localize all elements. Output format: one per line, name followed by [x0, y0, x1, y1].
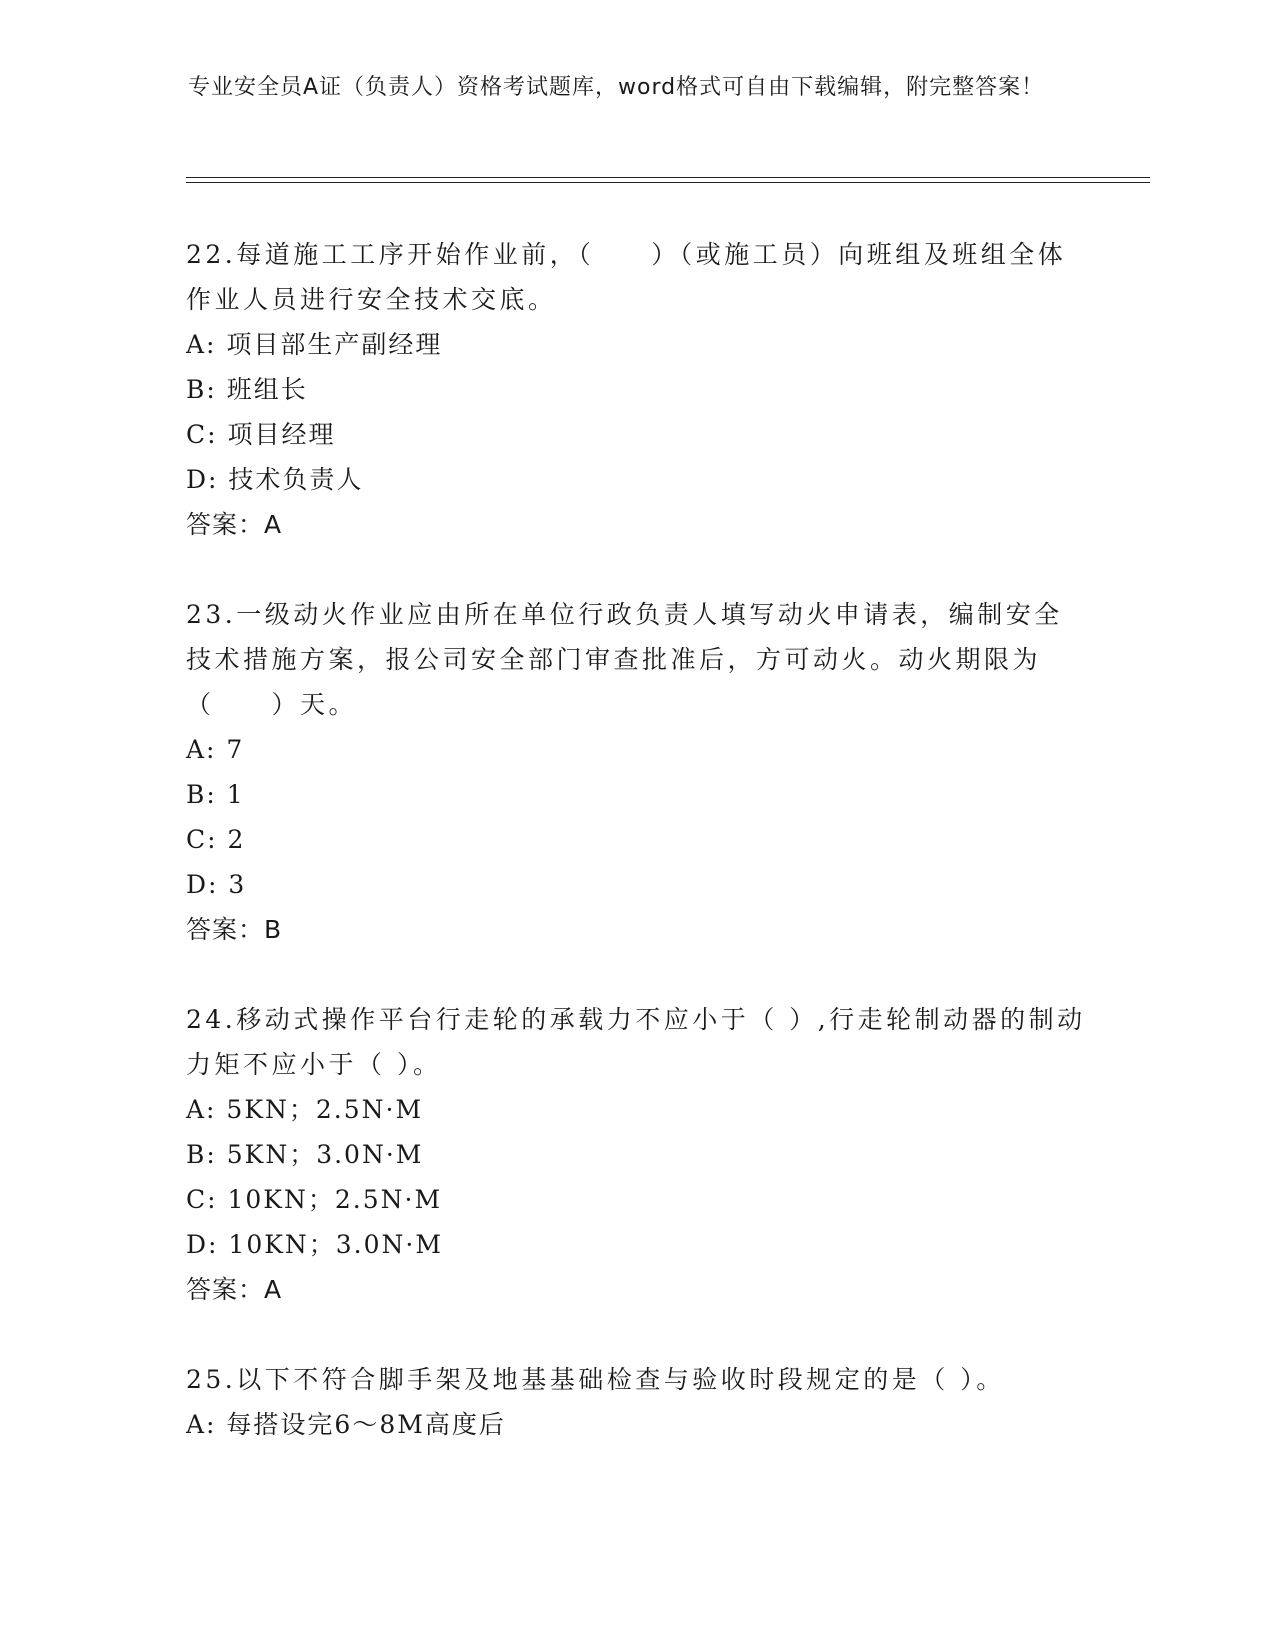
question-23: [186, 592, 1086, 953]
header-divider-bottom: [186, 182, 1150, 183]
answer-line: 答案：A: [186, 510, 283, 539]
option-d: D: 技术负责人: [186, 465, 364, 494]
option-d: D: 3: [186, 870, 247, 899]
question-stem: 25.以下不符合脚手架及地基基础检查与验收时段规定的是（ ）。: [186, 1365, 1005, 1394]
option-a: A: 5KN；2.5N·M: [186, 1095, 424, 1124]
option-b: B: 班组长: [186, 375, 308, 404]
option-a: A: 7: [186, 735, 245, 764]
option-c: C: 10KN；2.5N·M: [186, 1185, 443, 1214]
question-24: [186, 997, 1086, 1313]
option-c: C: 项目经理: [186, 420, 336, 449]
question-stem: 22.每道施工工序开始作业前，（ ）（或施工员）向班组及班组全体作业人员进行安全技术交底。: [186, 240, 1067, 314]
option-a: A: 项目部生产副经理: [186, 330, 443, 359]
option-c: C: 2: [186, 825, 246, 854]
question-25: [186, 1357, 1086, 1447]
question-22: [186, 232, 1086, 548]
question-list: [186, 232, 1086, 1491]
option-b: B: 1: [186, 780, 245, 809]
question-stem: 23.一级动火作业应由所在单位行政负责人填写动火申请表，编制安全技术措施方案，报公司安全部门审查批准后，方可动火。动火期限为（ ）天。: [186, 600, 1063, 719]
document-header: 专业安全员A证（负责人）资格考试题库，word格式可自由下载编辑，附完整答案！: [188, 75, 1045, 100]
option-a: A: 每搭设完6～8M高度后: [186, 1410, 506, 1439]
option-d: D: 10KN；3.0N·M: [186, 1230, 443, 1259]
answer-line: 答案：B: [186, 915, 283, 944]
answer-line: 答案：A: [186, 1275, 283, 1304]
header-divider-top: [186, 177, 1150, 178]
question-stem: 24.移动式操作平台行走轮的承载力不应小于（ ）,行走轮制动器的制动力矩不应小于（ ）。: [186, 1005, 1086, 1079]
option-b: B: 5KN；3.0N·M: [186, 1140, 424, 1169]
